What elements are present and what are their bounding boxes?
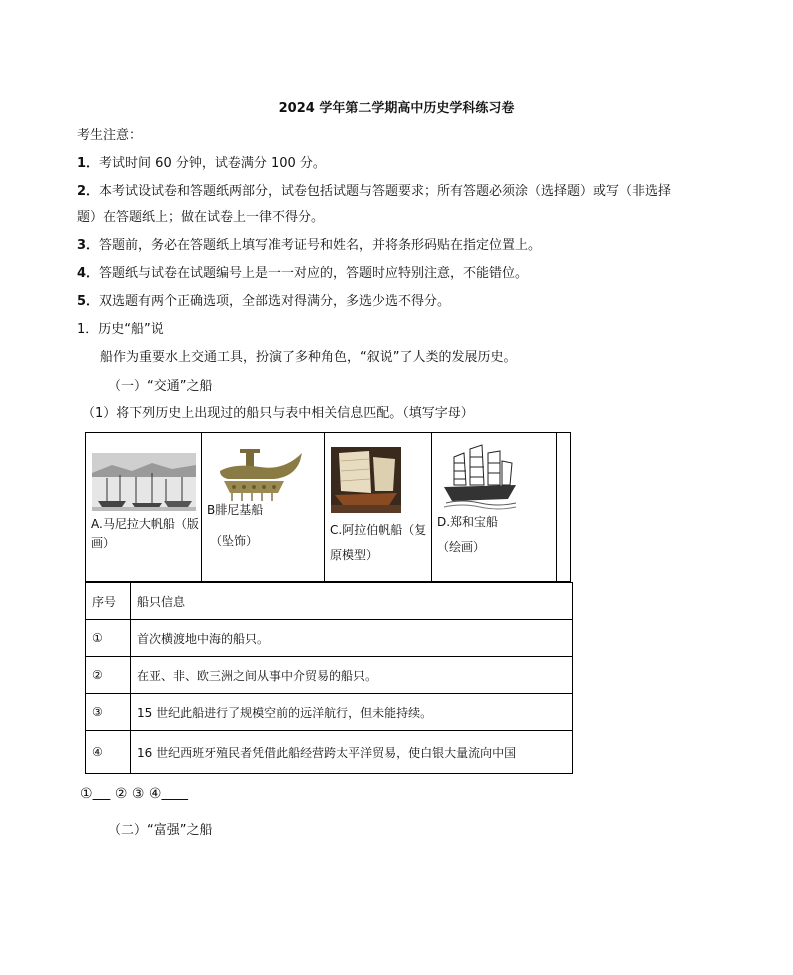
header-info: 船只信息	[131, 583, 573, 620]
ship-d-caption-line1: D.郑和宝船	[437, 515, 499, 529]
manila-galleon-image	[92, 453, 201, 511]
answer-4-label: ④	[148, 786, 162, 802]
ship-info-table	[85, 582, 573, 774]
notice-num: 3．	[77, 238, 100, 253]
sub-question-1: （1）将下列历史上出现过的船只与表中相关信息匹配。（填写字母）	[82, 406, 474, 421]
row-no: ④	[86, 731, 131, 774]
notice-text: 答题前，务必在答题纸上填写准考证号和姓名，并将条形码贴在指定位置上。	[99, 238, 542, 253]
exam-title: 2024 学年第二学期高中历史学科练习卷	[278, 101, 515, 116]
part-2-title: （二）“富强”之船	[108, 823, 213, 838]
answer-2-label: ②	[114, 786, 128, 802]
notice-1	[77, 152, 326, 171]
ship-c-caption-line2: 原模型）	[330, 548, 379, 562]
ship-d-caption-line2: （绘画）	[437, 540, 486, 554]
ship-cell-a	[86, 433, 202, 582]
notice-num: 4．	[77, 266, 100, 281]
table-row	[86, 694, 573, 731]
ship-a-caption-line1: A.马尼拉大帆船（版	[91, 517, 199, 531]
notice-4	[77, 262, 528, 281]
notice-num: 5．	[77, 294, 100, 309]
ship-b-caption-line1: B腓尼基船	[207, 503, 264, 517]
table-row	[86, 731, 573, 774]
row-text: 15 世纪此船进行了规模空前的远洋航行，但未能持续。	[131, 694, 573, 731]
notice-heading: 考生注意：	[77, 128, 143, 143]
notice-text: 考试时间 60 分钟，试卷满分 100 分。	[99, 156, 326, 171]
ship-b-caption-line2: （坠饰）	[210, 534, 259, 548]
zheng-he-treasure-ship-image	[442, 443, 556, 513]
row-text: 16 世纪西班牙殖民者凭借此船经营跨太平洋贸易，使白银大量流向中国	[131, 731, 573, 774]
notice-text: 答题纸与试卷在试题编号上是一一对应的，答题时应特别注意，不能错位。	[99, 266, 529, 281]
row-text: 首次横渡地中海的船只。	[131, 620, 573, 657]
ship-cell-b	[202, 433, 325, 582]
ship-cell-c	[325, 433, 432, 582]
ship-image-table	[85, 432, 571, 582]
table-header-row	[86, 583, 573, 620]
answer-blanks[interactable]	[80, 786, 188, 802]
notice-num: 2．	[77, 184, 100, 199]
answer-1-label: ①	[80, 786, 93, 802]
question-1-title: 1．历史“船”说	[77, 322, 164, 337]
question-1-intro: 船作为重要水上交通工具，扮演了多种角色，“叙说”了人类的发展历史。	[100, 350, 517, 365]
row-no: ③	[86, 694, 131, 731]
notice-2-cont: 题）在答题纸上；做在试卷上一律不得分。	[77, 210, 325, 225]
ship-c-caption-line1: C.阿拉伯帆船（复	[330, 523, 427, 537]
row-text: 在亚、非、欧三洲之间从事中介贸易的船只。	[131, 657, 573, 694]
notice-2	[77, 180, 671, 199]
notice-5	[77, 290, 450, 309]
ship-cell-d	[432, 433, 557, 582]
answer-3-label: ③	[131, 786, 145, 802]
notice-text: 双选题有两个正确选项，全部选对得满分，多选少选不得分。	[99, 294, 451, 309]
part-1-title: （一）“交通”之船	[108, 379, 213, 394]
ship-a-caption-line2: 画）	[91, 536, 116, 550]
table-row	[86, 657, 573, 694]
notice-text: 本考试设试卷和答题纸两部分，试卷包括试题与答题要求；所有答题必须涂（选择题）或写（非选择	[99, 184, 672, 199]
notice-3	[77, 234, 541, 253]
notice-num: 1．	[77, 156, 100, 171]
arab-dhow-model-image	[331, 447, 431, 513]
row-no: ①	[86, 620, 131, 657]
table-row	[86, 620, 573, 657]
row-no: ②	[86, 657, 131, 694]
empty-cell	[557, 433, 571, 582]
header-no: 序号	[86, 583, 131, 620]
